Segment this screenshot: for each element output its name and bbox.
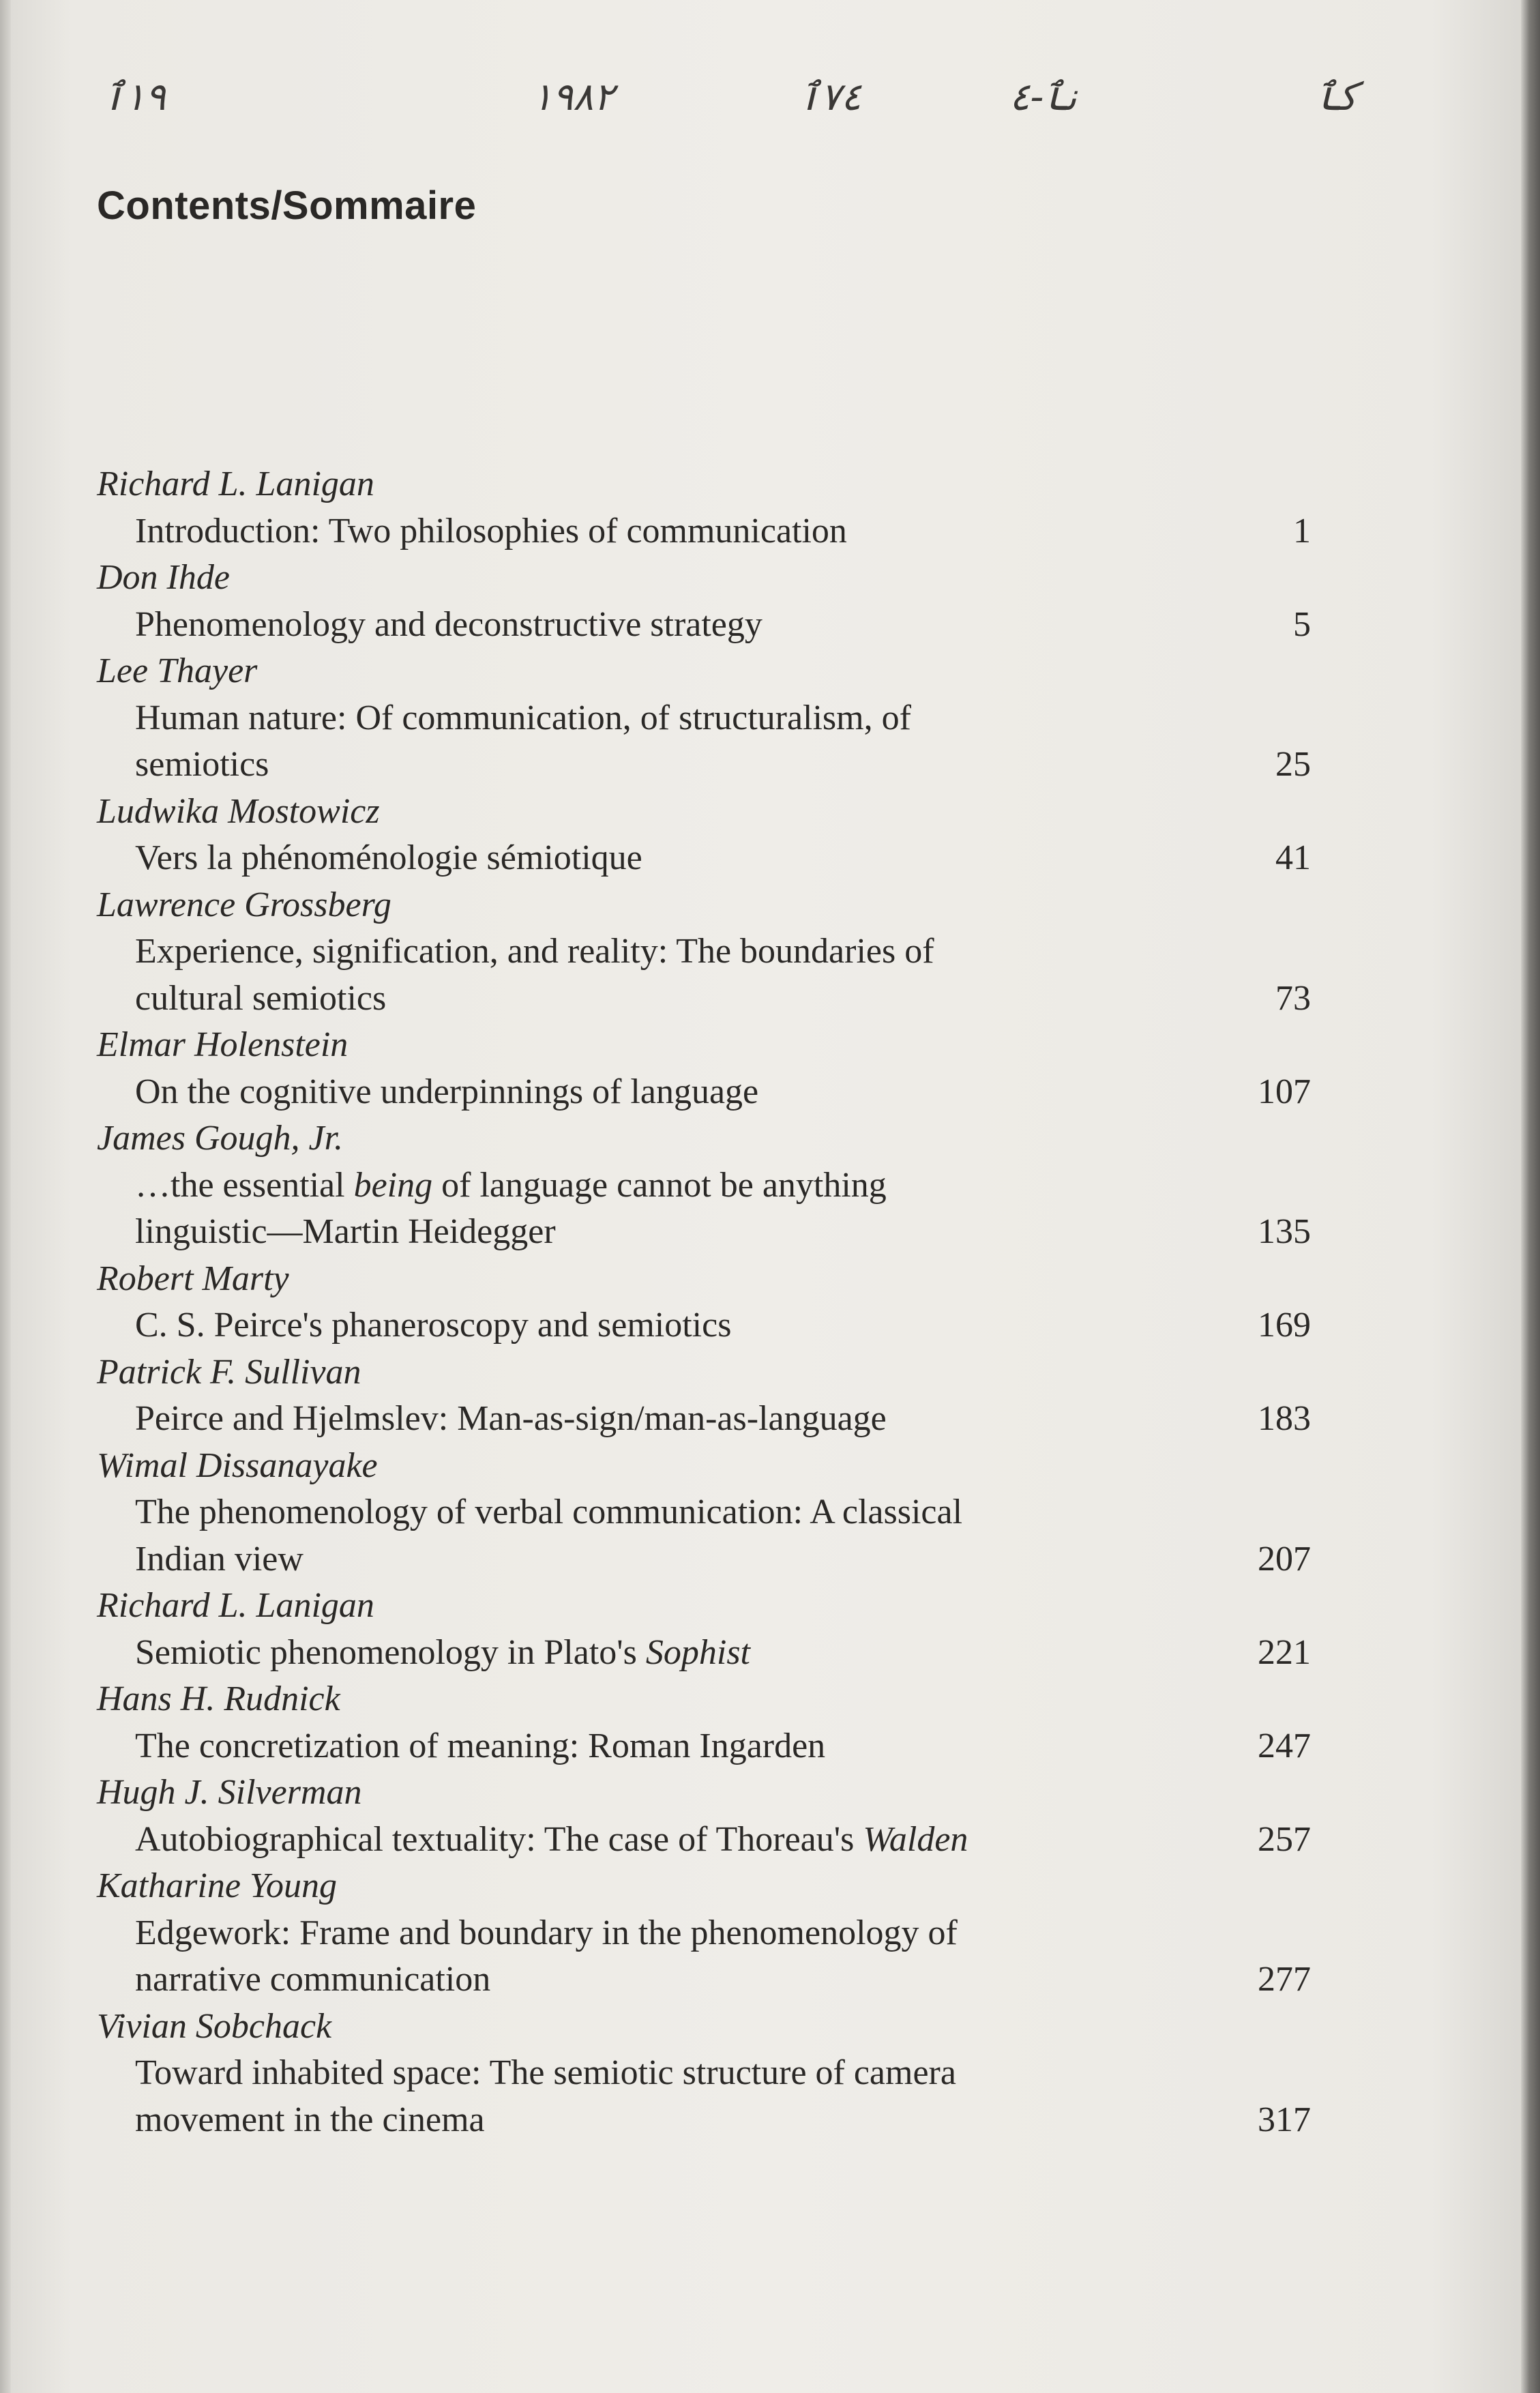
toc-title-row: [97, 1302, 1311, 1349]
handwritten-annotation: [0, 75, 1540, 143]
toc-title-italic-part: Walden: [863, 1819, 968, 1859]
toc-entry: [97, 1115, 1311, 1256]
toc-title-row: [97, 1489, 1311, 1583]
handwritten-note: کٱ: [1316, 75, 1357, 119]
toc-page-number: 221: [1258, 1632, 1311, 1672]
toc-entry: [97, 882, 1311, 1023]
toc-page-number: 73: [1275, 978, 1311, 1018]
toc-page-number: 107: [1258, 1072, 1311, 1111]
toc-page-number: 257: [1258, 1819, 1311, 1859]
toc-title-row: [97, 508, 1311, 555]
toc-page-number: 5: [1293, 604, 1311, 644]
toc-entry: [97, 1676, 1311, 1770]
toc-page-number: 25: [1275, 745, 1311, 784]
toc-title-row: [97, 1069, 1311, 1116]
toc-author: Ludwika Mostowicz: [97, 791, 380, 831]
toc-author: Patrick F. Sullivan: [97, 1352, 361, 1392]
toc-title: Human nature: Of communication, of structuralism, of semiotics: [135, 698, 911, 784]
toc-title-row: [97, 602, 1311, 649]
toc-title-row: [97, 695, 1311, 789]
toc-entry: [97, 1256, 1311, 1349]
toc-page-number: 1: [1293, 511, 1311, 550]
toc-author: Don Ihde: [97, 558, 230, 597]
toc-entry: [97, 555, 1311, 648]
toc-page-number: 207: [1258, 1539, 1311, 1579]
toc-title: C. S. Peirce's phaneroscopy and semiotics: [135, 1306, 732, 1345]
toc-author: Lee Thayer: [97, 651, 258, 690]
toc-page-number: 317: [1258, 2100, 1311, 2139]
toc-page-number: 183: [1258, 1399, 1311, 1438]
toc-entry: [97, 1349, 1311, 1443]
toc-author: Vivian Sobchack: [97, 2006, 332, 2046]
toc-author: Richard L. Lanigan: [97, 465, 374, 503]
toc-title: The phenomenology of verbal communication: A classical Indian view: [135, 1493, 963, 1579]
page-title: Contents/Sommaire: [97, 183, 477, 228]
toc-title: Edgework: Frame and boundary in the phenomenology of narrative communication: [135, 1913, 958, 1999]
toc-title-row: [97, 1910, 1311, 2003]
toc-entry: [97, 648, 1311, 789]
toc-author: Hans H. Rudnick: [97, 1679, 340, 1718]
toc-title: Toward inhabited space: The semiotic structure of camera movement in the cinema: [135, 2053, 956, 2139]
table-of-contents: [97, 461, 1311, 2143]
toc-title-part: Autobiographical textuality: The case of Thoreau's: [135, 1819, 863, 1859]
toc-page-number: 41: [1275, 838, 1311, 877]
toc-title-part: …the essential: [135, 1165, 354, 1205]
toc-author: Robert Marty: [97, 1259, 289, 1298]
toc-entry: [97, 1770, 1311, 1863]
toc-title-part: of language cannot be anything linguistic—Martin Heidegger: [135, 1165, 887, 1251]
toc-title-italic-part: Sophist: [645, 1632, 751, 1672]
toc-title-row: [97, 1396, 1311, 1443]
toc-page-number: 169: [1258, 1306, 1311, 1345]
handwritten-note: ١٩ٱ: [102, 75, 166, 119]
toc-title: On the cognitive underpinnings of language: [135, 1072, 759, 1111]
toc-title-part: Semiotic phenomenology in Plato's: [135, 1632, 646, 1672]
toc-title: Experience, signification, and reality: The boundaries of cultural semiotics: [135, 932, 934, 1018]
handwritten-note: نٱ-٤: [1009, 75, 1077, 119]
toc-entry: [97, 789, 1311, 882]
handwritten-note: ٧٤ٱ: [798, 75, 861, 119]
handwritten-note: ١٩٨٢: [532, 75, 614, 119]
toc-entry: [97, 1863, 1311, 2003]
toc-page-number: 135: [1258, 1212, 1311, 1251]
toc-author: Richard L. Lanigan: [97, 1586, 374, 1625]
toc-title: Introduction: Two philosophies of communication: [135, 511, 847, 550]
toc-title-row: [97, 1723, 1311, 1770]
toc-page-number: 247: [1258, 1726, 1311, 1765]
page-right-edge: [1521, 0, 1540, 2393]
toc-title-row: [97, 1630, 1311, 1677]
toc-page-number: 277: [1258, 1960, 1311, 1999]
toc-title: Vers la phénoménologie sémiotique: [135, 838, 642, 877]
toc-title-italic-part: being: [353, 1165, 433, 1205]
toc-title: Phenomenology and deconstructive strategy: [135, 604, 762, 644]
toc-title-row: [97, 835, 1311, 882]
toc-title-row: [97, 1817, 1311, 1864]
page-left-edge: [0, 0, 11, 2393]
toc-entry: [97, 1583, 1311, 1676]
toc-entry: [97, 2003, 1311, 2144]
toc-title: [135, 1630, 1188, 1677]
toc-title-row: [97, 2050, 1311, 2143]
toc-entry: [97, 1022, 1311, 1115]
toc-title: The concretization of meaning: Roman Ingarden: [135, 1726, 826, 1765]
toc-author: Elmar Holenstein: [97, 1025, 349, 1064]
toc-author: James Gough, Jr.: [97, 1119, 344, 1158]
toc-title: [135, 1162, 1188, 1256]
toc-title-row: [97, 928, 1311, 1022]
toc-title-row: [97, 1162, 1311, 1256]
toc-author: Hugh J. Silverman: [97, 1773, 362, 1812]
toc-author: Wimal Dissanayake: [97, 1445, 378, 1485]
toc-author: Lawrence Grossberg: [97, 885, 391, 924]
toc-author: Katharine Young: [97, 1866, 338, 1905]
toc-title: [135, 1817, 1188, 1864]
toc-entry: [97, 461, 1311, 555]
toc-title: Peirce and Hjelmslev: Man-as-sign/man-as-language: [135, 1399, 887, 1438]
toc-entry: [97, 1443, 1311, 1583]
